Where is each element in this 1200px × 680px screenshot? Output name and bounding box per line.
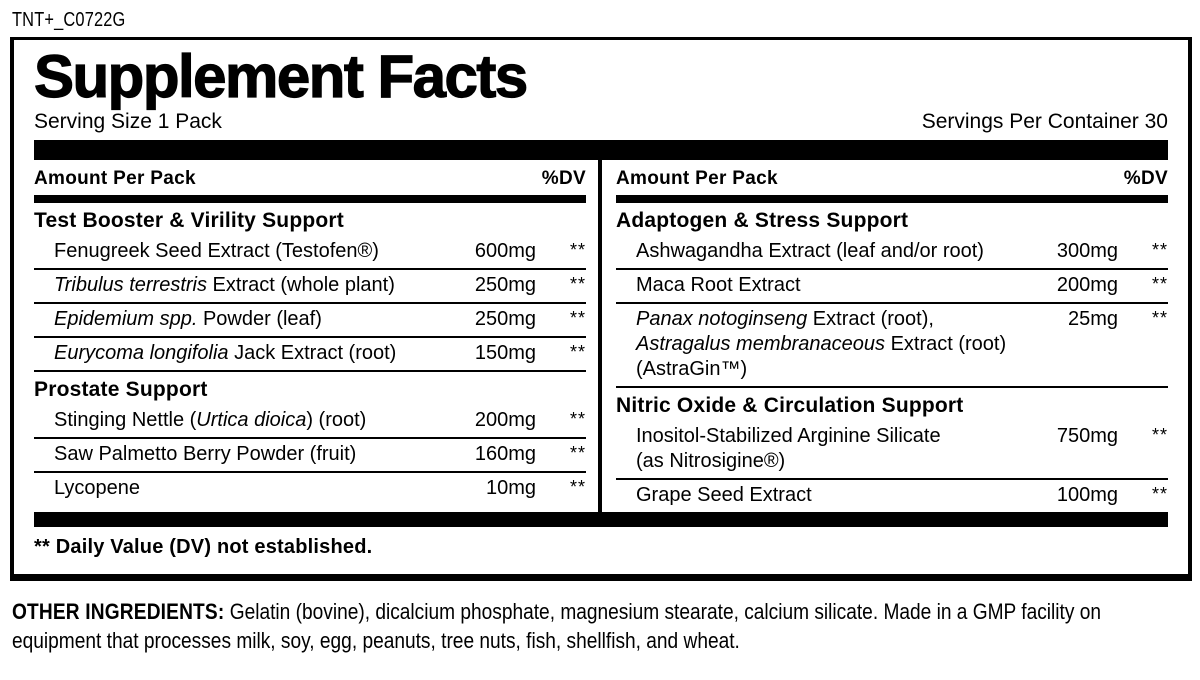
amount-per-pack-header: Amount Per Pack <box>616 168 778 189</box>
percent-dv-header: %DV <box>1123 168 1168 189</box>
product-code: TNT+_C0722G <box>12 9 126 31</box>
ingredient-amount: 750mg <box>1056 425 1118 447</box>
top-separator-bar <box>34 140 1168 160</box>
ingredient-name-line <box>54 442 444 467</box>
ingredient-name-part: Stinging Nettle ( <box>54 409 197 431</box>
ingredient-name-line <box>636 357 1026 382</box>
ingredient-name-part: Powder (leaf) <box>197 308 322 330</box>
ingredient-dv: ** <box>569 240 586 260</box>
ingredient-name-part: Epidemium spp. <box>54 308 198 330</box>
ingredient-dv: ** <box>569 308 586 328</box>
ingredient-name <box>34 273 444 298</box>
ingredient-amount: 200mg <box>474 409 536 431</box>
supplement-section <box>34 372 586 505</box>
ingredient-name <box>34 341 444 366</box>
ingredient-row <box>616 236 1168 270</box>
serving-size: Serving Size 1 Pack <box>34 110 222 133</box>
ingredient-amount: 250mg <box>474 308 536 330</box>
ingredient-amount: 25mg <box>1067 308 1118 330</box>
section-heading: Test Booster & Virility Support <box>34 209 344 232</box>
ingredient-dv: ** <box>569 342 586 362</box>
column-left <box>34 160 598 512</box>
panel-title: Supplement Facts <box>34 43 527 110</box>
column-left-body <box>34 203 586 505</box>
ingredient-dv: ** <box>1151 308 1168 328</box>
ingredient-name-part: Lycopene <box>54 477 140 499</box>
other-ingredients-text: Gelatin (bovine), dicalcium phosphate, magnesium stearate, calcium silicate. Made in a GMP facility on equipment that processes milk, soy, egg, peanuts, tree nuts, fish, shellfish, and wheat. <box>12 599 1102 653</box>
ingredient-name-part: Jack Extract (root) <box>228 342 397 364</box>
ingredient-amount: 300mg <box>1056 240 1118 262</box>
ingredient-row <box>616 304 1168 388</box>
ingredient-name <box>616 424 1026 474</box>
ingredient-amount: 600mg <box>474 240 536 262</box>
ingredient-amount: 250mg <box>474 274 536 296</box>
column-right-header-bar <box>616 195 1168 203</box>
ingredient-name <box>34 408 444 433</box>
column-left-header <box>34 160 586 195</box>
ingredient-name-part: Inositol-Stabilized Arginine Silicate <box>636 425 941 447</box>
ingredient-dv: ** <box>1151 240 1168 260</box>
ingredient-row <box>616 421 1168 480</box>
other-ingredients-label: OTHER INGREDIENTS: <box>12 599 225 624</box>
ingredient-row <box>34 473 586 505</box>
ingredient-name-line <box>636 307 1026 332</box>
ingredient-name <box>34 307 444 332</box>
ingredient-columns <box>34 160 1168 512</box>
ingredient-name-part: Extract (root) <box>885 333 1007 355</box>
ingredient-name-part: Fenugreek Seed Extract (Testofen®) <box>54 240 379 262</box>
ingredient-name-line <box>54 476 444 501</box>
ingredient-amount: 160mg <box>474 443 536 465</box>
servings-per-container: Servings Per Container 30 <box>921 110 1168 133</box>
percent-dv-header: %DV <box>541 168 586 189</box>
ingredient-dv: ** <box>569 443 586 463</box>
column-right-body <box>616 203 1168 512</box>
ingredient-dv: ** <box>569 477 586 497</box>
ingredient-row <box>616 270 1168 304</box>
ingredient-amount: 200mg <box>1056 274 1118 296</box>
ingredient-row <box>34 236 586 270</box>
ingredient-name-line <box>636 483 1026 508</box>
other-ingredients <box>12 598 1195 656</box>
ingredient-dv: ** <box>1151 425 1168 445</box>
ingredient-name <box>34 476 444 501</box>
ingredient-name-line <box>54 239 444 264</box>
ingredient-amount: 100mg <box>1056 484 1118 506</box>
ingredient-row <box>34 405 586 439</box>
ingredient-name-line <box>636 332 1026 357</box>
supplement-section <box>616 203 1168 388</box>
ingredient-name-line <box>636 239 1026 264</box>
ingredient-name-line <box>636 449 1026 474</box>
ingredient-name-line <box>636 273 1026 298</box>
ingredient-name <box>616 273 1026 298</box>
section-heading: Adaptogen & Stress Support <box>616 209 909 232</box>
ingredient-name <box>616 307 1026 382</box>
ingredient-row <box>34 338 586 372</box>
ingredient-name-part: Maca Root Extract <box>636 274 801 296</box>
ingredient-row <box>616 480 1168 512</box>
supplement-facts-panel <box>10 37 1192 581</box>
serving-info-row <box>34 108 1168 140</box>
ingredient-dv: ** <box>569 409 586 429</box>
ingredient-name <box>34 442 444 467</box>
ingredient-name <box>616 239 1026 264</box>
column-right <box>602 160 1168 512</box>
ingredient-name <box>34 239 444 264</box>
ingredient-name-part: (as Nitrosigine®) <box>636 450 786 472</box>
ingredient-dv: ** <box>569 274 586 294</box>
daily-value-footnote: ** Daily Value (DV) not established. <box>34 536 373 558</box>
ingredient-name-part: Extract (whole plant) <box>207 274 395 296</box>
bottom-separator-bar <box>34 512 1168 527</box>
ingredient-name-part: Panax notoginseng <box>636 308 808 330</box>
supplement-section <box>616 388 1168 512</box>
ingredient-name-part: (AstraGin™) <box>636 358 748 380</box>
ingredient-name-part: ) (root) <box>306 409 367 431</box>
ingredient-name-part: Saw Palmetto Berry Powder (fruit) <box>54 443 357 465</box>
ingredient-name-part: Eurycoma longifolia <box>54 342 229 364</box>
ingredient-name-line <box>54 341 444 366</box>
section-heading: Nitric Oxide & Circulation Support <box>616 394 964 417</box>
ingredient-amount: 10mg <box>485 477 536 499</box>
ingredient-name-line <box>54 307 444 332</box>
column-right-header <box>616 160 1168 195</box>
ingredient-amount: 150mg <box>474 342 536 364</box>
ingredient-name-line <box>54 408 444 433</box>
ingredient-row <box>34 304 586 338</box>
ingredient-name <box>616 483 1026 508</box>
column-left-header-bar <box>34 195 586 203</box>
amount-per-pack-header: Amount Per Pack <box>34 168 196 189</box>
supplement-section <box>34 203 586 372</box>
ingredient-dv: ** <box>1151 274 1168 294</box>
ingredient-name-line <box>54 273 444 298</box>
ingredient-name-part: Grape Seed Extract <box>636 484 812 506</box>
ingredient-name-part: Tribulus terrestris <box>54 274 207 296</box>
ingredient-name-part: Urtica dioica <box>196 409 307 431</box>
ingredient-name-part: Ashwagandha Extract (leaf and/or root) <box>636 240 984 262</box>
section-heading: Prostate Support <box>34 378 208 401</box>
ingredient-name-line <box>636 424 1026 449</box>
ingredient-row <box>34 270 586 304</box>
ingredient-dv: ** <box>1151 484 1168 504</box>
ingredient-row <box>34 439 586 473</box>
ingredient-name-part: Astragalus membranaceous <box>636 333 886 355</box>
ingredient-name-part: Extract (root), <box>807 308 934 330</box>
